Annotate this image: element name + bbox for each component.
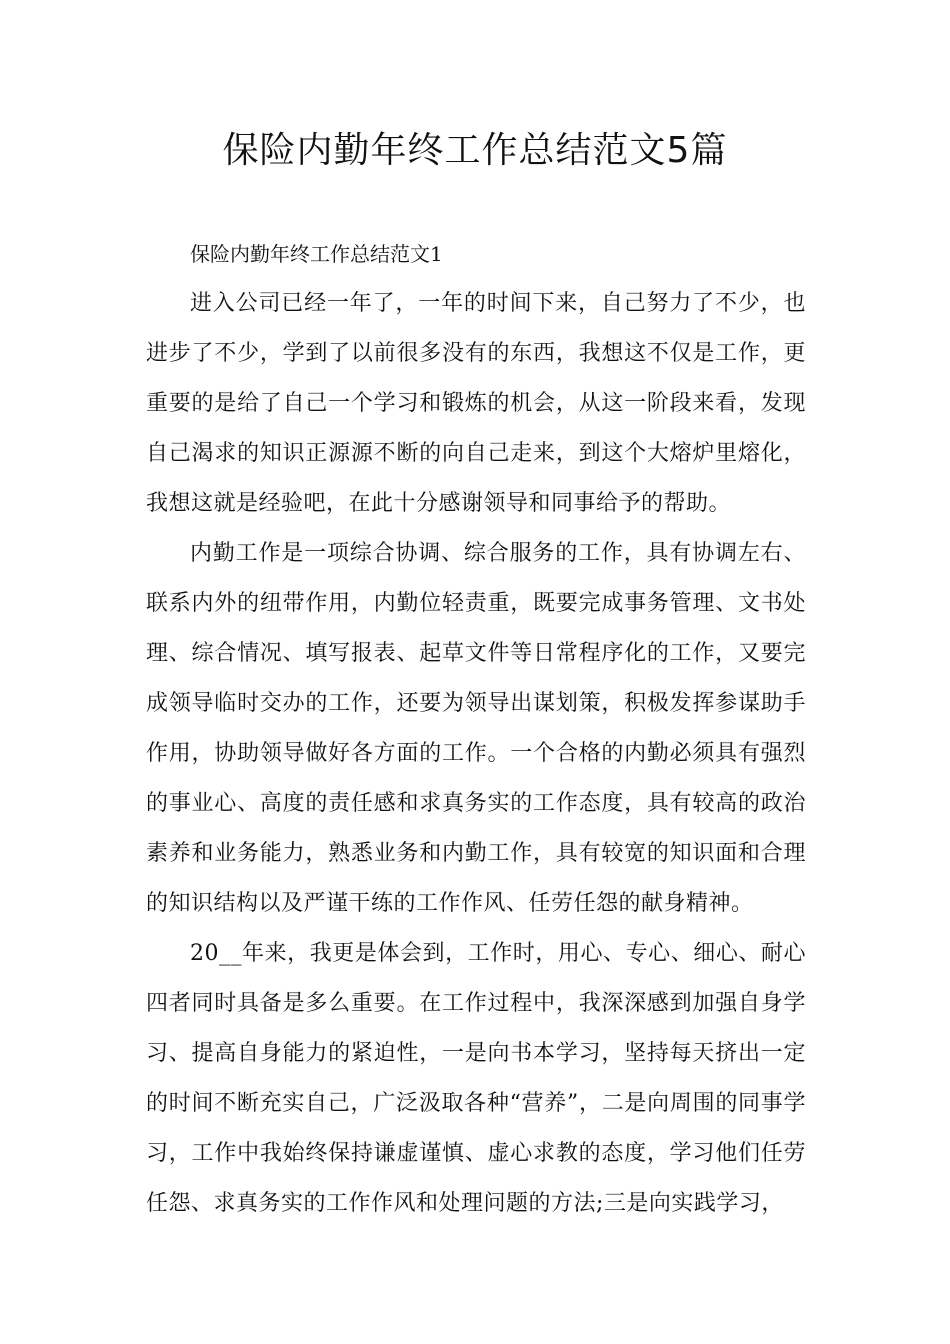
- paragraph-2: 内勤工作是一项综合协调、综合服务的工作，具有协调左右、联系内外的纽带作用，内勤位轻责重，既要完成事务管理、文书处理、综合情况、填写报表、起草文件等日常程序化的工作，又要完成领导临时交办的工作，还要为领导出谋划策，积极发挥参谋助手作用，协助领导做好各方面的工作。一个合格的内勤必须具有强烈的事业心、高度的责任感和求真务实的工作态度，具有较高的政治素养和业务能力，熟悉业务和内勤工作，具有较宽的知识面和合理的知识结构以及严谨干练的工作作风、任劳任怨的献身精神。: [146, 541, 806, 916]
- document-body: [146, 229, 806, 1229]
- section-heading: 保险内勤年终工作总结范文1: [190, 242, 443, 266]
- paragraph-1: 进入公司已经一年了，一年的时间下来，自己努力了不少，也进步了不少，学到了以前很多没有的东西，我想这不仅是工作，更重要的是给了自己一个学习和锻炼的机会，从这一阶段来看，发现自己渴求的知识正源源不断的向自己走来，到这个大熔炉里熔化，我想这就是经验吧，在此十分感谢领导和同事给予的帮助。: [146, 291, 806, 516]
- document-title: 保险内勤年终工作总结范文5篇: [222, 130, 728, 171]
- paragraph-3: 20__年来，我更是体会到，工作时，用心、专心、细心、耐心四者同时具备是多么重要。在工作过程中，我深深感到加强自身学习、提高自身能力的紧迫性，一是向书本学习，坚持每天挤出一定的时间不断充实自己，广泛汲取各种“营养”，二是向周围的同事学习，工作中我始终保持谦虚谨慎、虚心求教的态度，学习他们任劳任怨、求真务实的工作作风和处理问题的方法;三是向实践学习，: [146, 941, 806, 1216]
